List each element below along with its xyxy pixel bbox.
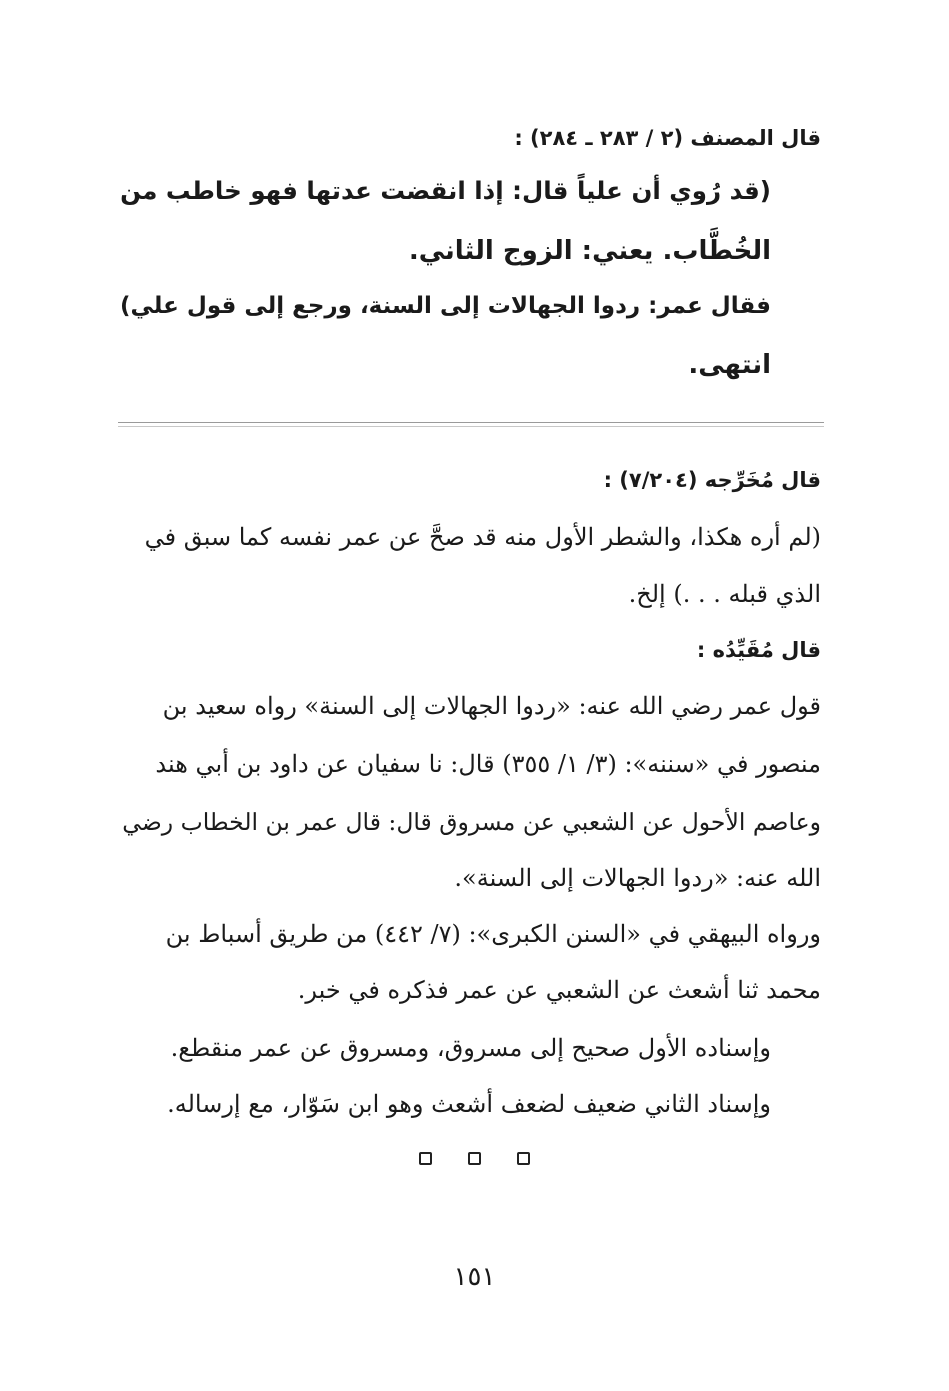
page-number: ١٥١ xyxy=(453,1262,496,1292)
commentary-line-5: ورواه البيهقي في «السنن الكبرى»: (٧/ ٤٤٢) من طريق أسباط بن xyxy=(165,920,821,948)
commentary-line-8: وإسناد الثاني ضعيف لضعف أشعث وهو ابن سَوّار، مع إرساله. xyxy=(167,1090,771,1118)
mukharrij-line-2: الذي قبله . . .) إلخ. xyxy=(628,580,821,608)
muqayyid-heading: قال مُقَيِّدُه : xyxy=(696,638,821,662)
section-divider xyxy=(118,422,824,427)
author-heading: قال المصنف (٢ / ٢٨٣ ـ ٢٨٤) : xyxy=(514,126,821,150)
mukharrij-line-1: (لم أره هكذا، والشطر الأول منه قد صحَّ عن عمر نفسه كما سبق في xyxy=(144,523,821,551)
quote-line-3: فقال عمر: ردوا الجهالات إلى السنة، ورجع إلى قول علي) xyxy=(119,293,771,319)
square-ornament-icon xyxy=(419,1152,432,1165)
quote-line-1: (قد رُوي أن علياً قال: إذا انقضت عدتها فهو خاطب من xyxy=(120,176,771,205)
commentary-line-6: محمد ثنا أشعث عن الشعبي عن عمر فذكره في خبر. xyxy=(297,976,821,1004)
commentary-line-3: وعاصم الأحول عن الشعبي عن مسروق قال: قال عمر بن الخطاب رضي xyxy=(122,808,821,836)
quote-line-4: انتهى. xyxy=(688,350,771,380)
mukharrij-heading: قال مُخَرِّجه (٧/٢٠٤) : xyxy=(603,468,821,492)
commentary-line-2: منصور في «سننه»: (٣/ ١/ ٣٥٥) قال: نا سفيان عن داود بن أبي هند xyxy=(155,750,821,778)
commentary-line-7: وإسناده الأول صحيح إلى مسروق، ومسروق عن عمر منقطع. xyxy=(170,1034,771,1062)
square-ornament-icon xyxy=(517,1152,530,1165)
quote-line-2: الخُطَّاب. يعني: الزوج الثاني. xyxy=(408,236,771,266)
commentary-line-1: قول عمر رضي الله عنه: «ردوا الجهالات إلى السنة» رواه سعيد بن xyxy=(162,692,821,720)
section-end-ornament xyxy=(0,1150,949,1169)
square-ornament-icon xyxy=(468,1152,481,1165)
commentary-line-4: الله عنه: «ردوا الجهالات إلى السنة». xyxy=(454,864,821,892)
